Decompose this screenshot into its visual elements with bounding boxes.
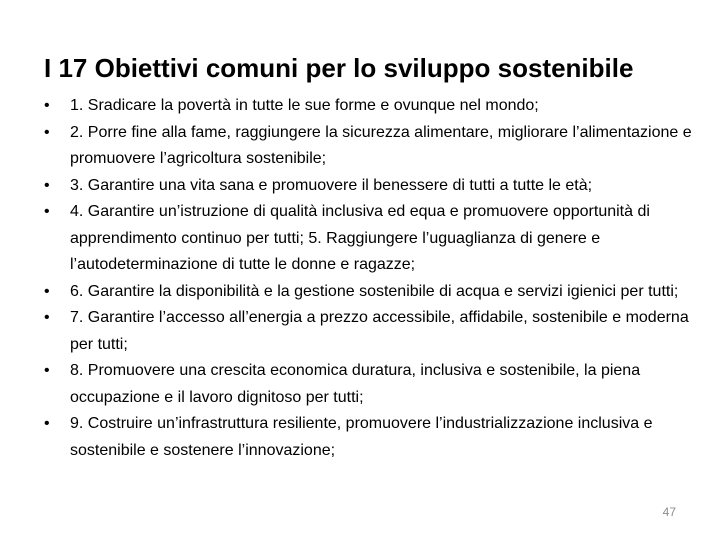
goal-item-7 <box>44 305 704 358</box>
bullet-icon: • <box>44 97 50 114</box>
goal-item-1 <box>44 93 704 120</box>
bullet-icon: • <box>44 176 50 194</box>
goal-item-2 <box>44 120 704 173</box>
goal-text-3: 3. Garantire una vita sana e promuovere il benessere di tutti a tutte le età; <box>70 176 593 194</box>
goal-item-6 <box>44 279 704 306</box>
bullet-icon: • <box>44 309 50 326</box>
goal-text-1: 1. Sradicare la povertà in tutte le sue forme e ovunque nel mondo; <box>70 97 539 114</box>
bullet-icon: • <box>44 362 50 379</box>
goal-item-3 <box>44 173 704 200</box>
bullet-icon: • <box>44 203 50 220</box>
goal-text-7: 7. Garantire l’accesso all’energia a prezzo accessibile, affidabile, sostenibile e moderna per tutti; <box>70 309 689 353</box>
goal-text-8: 8. Promuovere una crescita economica duratura, inclusiva e sostenibile, la piena occupazione e il lavoro dignitoso per tutti; <box>70 362 641 406</box>
goals-list <box>44 93 704 464</box>
goal-text-9: 9. Costruire un’infrastruttura resiliente, promuovere l’industrializzazione inclusiva e sostenibile e sostenere l’innovazione; <box>70 415 653 459</box>
bullet-icon: • <box>44 415 50 432</box>
goal-item-8 <box>44 358 704 411</box>
bullet-icon: • <box>44 282 50 300</box>
goal-item-9 <box>44 411 704 464</box>
goal-text-4-5: 4. Garantire un’istruzione di qualità inclusiva ed equa e promuovere opportunità di apprendimento continuo per tutti; 5. Raggiungere l’uguaglianza di genere e l’autodeterminazione di tutte le donne e ragazze; <box>70 203 650 273</box>
goal-text-2: 2. Porre fine alla fame, raggiungere la sicurezza alimentare, migliorare l’alimentazione e promuovere l’agricoltura sostenibile; <box>70 123 692 167</box>
goal-item-4-5 <box>44 199 704 279</box>
goal-text-6: 6. Garantire la disponibilità e la gestione sostenibile di acqua e servizi igienici per tutti; <box>70 282 679 300</box>
page-number: 47 <box>662 505 676 519</box>
slide-title: I 17 Obiettivi comuni per lo sviluppo sostenibile <box>44 53 634 83</box>
bullet-icon: • <box>44 123 50 141</box>
